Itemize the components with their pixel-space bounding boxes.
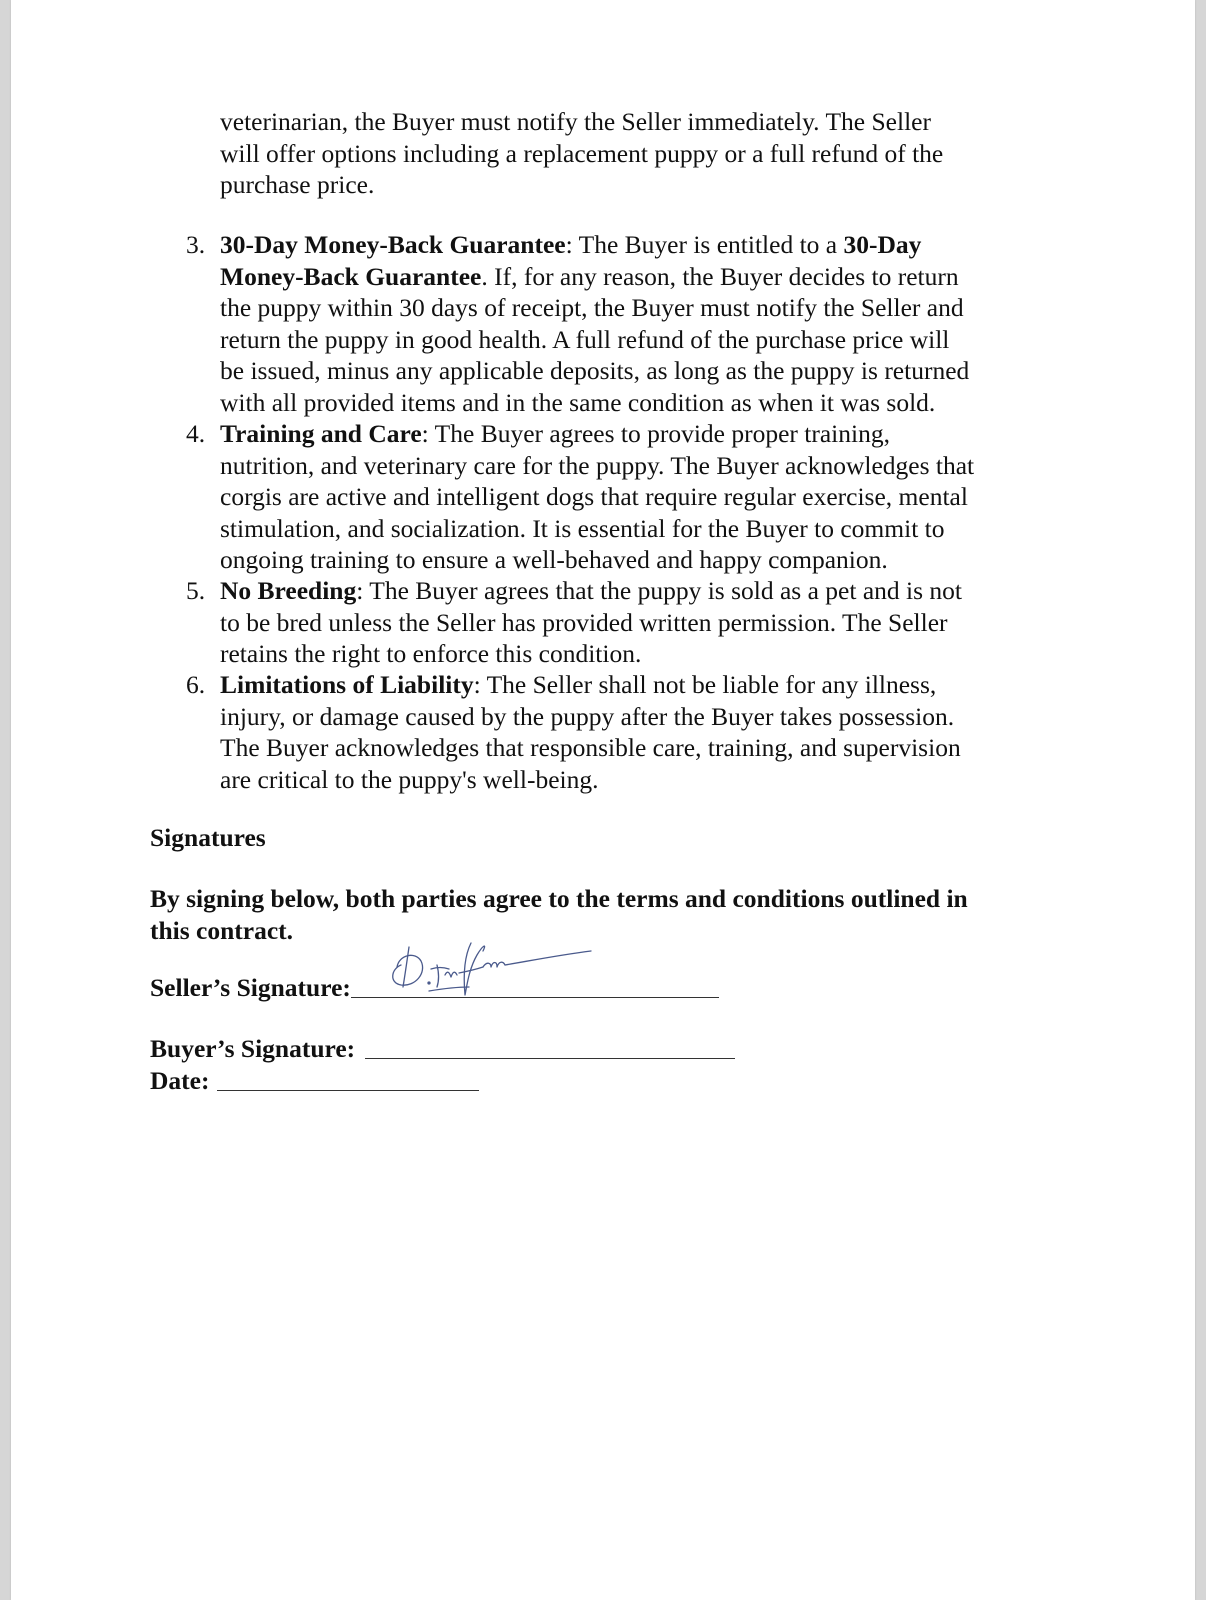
bold-term: No Breeding (220, 576, 357, 605)
text-line (220, 764, 961, 796)
text-run: stimulation, and socialization. It is essential for the Buyer to commit to (220, 513, 945, 543)
date-label: Date: (150, 1066, 210, 1095)
text-run: : The Seller shall not be liable for any illness, (473, 670, 937, 699)
text-run: ongoing training to ensure a well-behaved and happy companion. (220, 545, 888, 574)
text-run: to be bred unless the Seller has provided written permission. The Seller (220, 607, 948, 637)
clause-number: 5. (186, 576, 206, 605)
clause-6-limitations-of-liability (220, 669, 961, 795)
text-run: with all provided items and in the same condition as when it was sold. (220, 387, 936, 417)
text-line: will offer options including a replacement puppy or a full refund of the (220, 138, 944, 168)
text-line (220, 669, 961, 701)
clause-3-money-back-guarantee (220, 229, 969, 418)
text-line (220, 638, 962, 670)
text-run: nutrition, and veterinary care for the puppy. The Buyer acknowledges that (220, 450, 975, 480)
text-line (220, 292, 969, 324)
bold-term: Limitations of Liability (220, 670, 474, 699)
text-line (220, 229, 969, 261)
text-line (220, 732, 961, 764)
text-run: the puppy within 30 days of receipt, the Buyer must notify the Seller and (220, 293, 964, 322)
text-run: . If, for any reason, the Buyer decides to return (481, 261, 959, 291)
text-run: injury, or damage caused by the puppy after the Buyer takes possession. (220, 701, 955, 731)
bold-term: Money-Back Guarantee (220, 261, 482, 291)
clause-2-continuation (220, 106, 943, 201)
seller-handwritten-signature-icon (379, 925, 599, 1005)
clause-4-training-and-care (220, 418, 974, 576)
text-line (220, 324, 969, 356)
clause-5-no-breeding (220, 575, 962, 670)
text-line (220, 575, 962, 607)
text-line: By signing below, both parties agree to the terms and conditions outlined in (150, 884, 968, 913)
text-line (220, 450, 974, 482)
clause-number: 6. (186, 670, 206, 699)
text-line: purchase price. (220, 170, 375, 199)
text-run: retains the right to enforce this condition. (220, 639, 642, 668)
text-run: The Buyer acknowledges that responsible care, training, and supervision (220, 733, 961, 762)
text-line: veterinarian, the Buyer must notify the Seller immediately. The Seller (220, 107, 931, 136)
bold-term: 30-Day Money-Back Guarantee (220, 230, 566, 259)
bold-term: 30-Day (843, 230, 922, 259)
text-line (220, 607, 962, 639)
text-run: return the puppy in good health. A full refund of the purchase price will (220, 324, 950, 354)
clause-number: 4. (186, 419, 206, 448)
text-line (220, 261, 969, 293)
document-page (11, 0, 1195, 1600)
text-line (220, 701, 961, 733)
bold-term: Training and Care (220, 419, 422, 448)
text-run: : The Buyer agrees that the puppy is sold as a pet and is not (356, 576, 962, 605)
date-row (150, 1065, 479, 1097)
text-line (220, 513, 974, 545)
date-field[interactable] (217, 1089, 479, 1091)
text-run: corgis are active and intelligent dogs that require regular exercise, mental (220, 482, 968, 511)
seller-signature-label: Seller’s Signature: (150, 973, 351, 1002)
text-line: this contract. (150, 915, 294, 945)
signatures-heading: Signatures (150, 823, 266, 852)
text-run: are critical to the puppy's well-being. (220, 764, 599, 794)
text-run: be issued, minus any applicable deposits, as long as the puppy is returned (220, 356, 970, 385)
buyer-signature-row (150, 1033, 735, 1065)
text-line (220, 355, 969, 387)
text-line (220, 481, 974, 513)
text-line (220, 387, 969, 419)
text-run: : The Buyer agrees to provide proper training, (421, 419, 890, 448)
buyer-signature-label: Buyer’s Signature: (150, 1034, 356, 1063)
text-run: : The Buyer is entitled to a (565, 230, 844, 259)
text-line (220, 544, 974, 576)
buyer-signature-field[interactable] (365, 1057, 735, 1059)
clause-number: 3. (186, 230, 206, 259)
text-line (220, 418, 974, 450)
